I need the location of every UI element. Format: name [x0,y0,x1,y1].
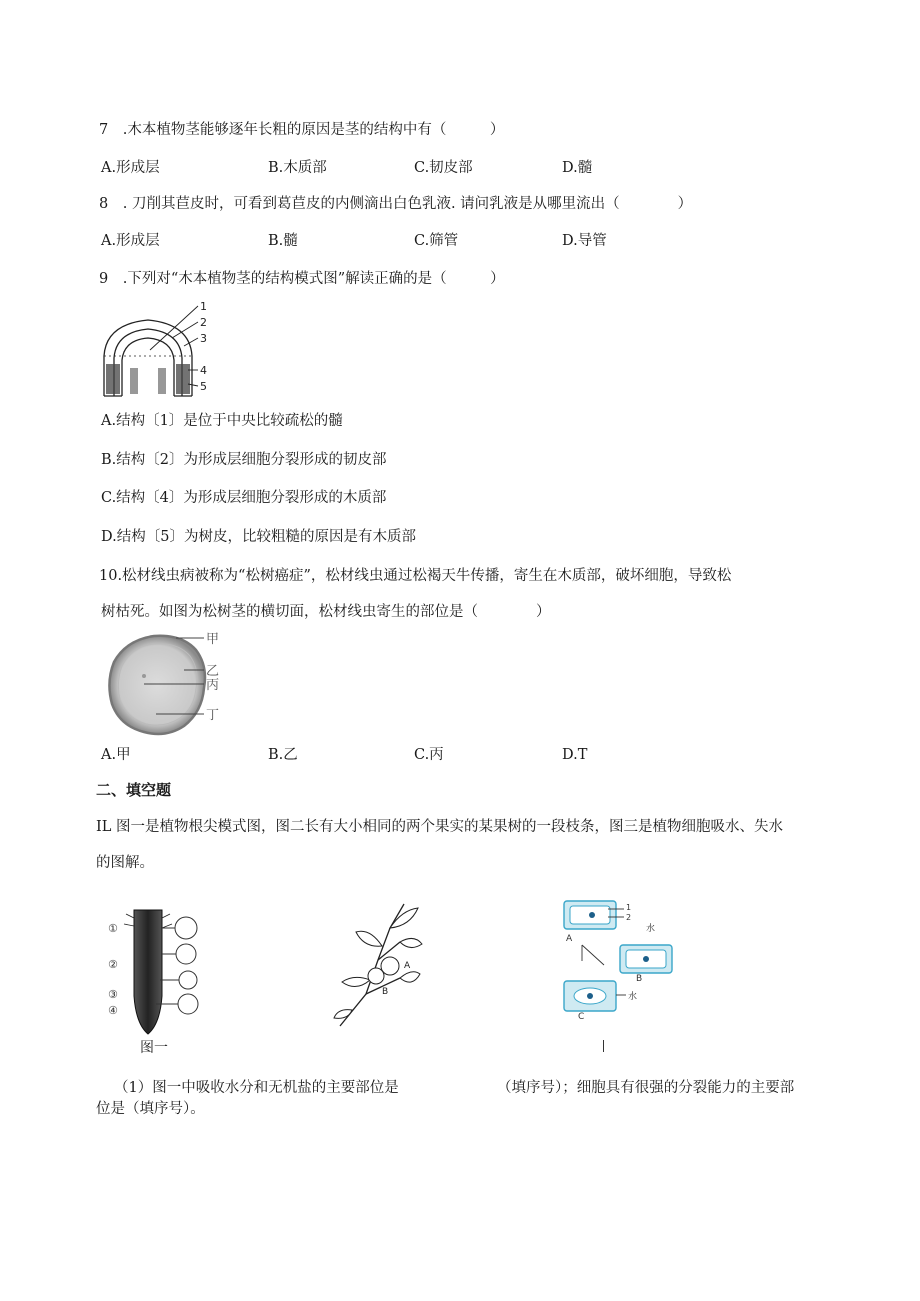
cell-label-water-bottom: 水 [628,992,638,1002]
q11-sub1-line2: 位是（填序号）。 [96,1101,205,1117]
cell-label-water-top: 水 [646,924,656,934]
q8-option-d: D.导管 [562,233,607,249]
branch-label-b: B [382,987,389,997]
q7-option-c: C.韧皮部 [414,160,473,176]
q9-option-b: B.结构〔2〕为形成层细胞分裂形成的韧皮部 [101,452,387,468]
cell-label-a: A [566,934,573,944]
q9-option-a: A.结构〔1〕是位于中央比较疏松的髓 [101,413,343,429]
pine-label-yi: 乙 [206,664,220,679]
root-tip-figure [104,906,216,1056]
root-label-2: ② [108,958,118,971]
q8-option-b: B.髓 [268,233,298,249]
q11-stem-line1: IL 图一是植物根尖模式图，图二长有大小相同的两个果实的某果树的一段枝条，图三是植物细胞吸水、失水 [96,819,783,835]
pine-label-ding: 丁 [206,708,220,723]
q10-stem-line1: 10.松材线虫病被称为“松树癌症”，松材线虫通过松褐天牛传播，寄生在木质部，破坏细胞，导致松 [99,568,732,584]
pine-label-jia: 甲 [206,632,220,647]
q9-stem: 9 .下列对“木本植物茎的结构模式图”解读正确的是（ ） [99,271,505,287]
cell-label-1: 1 [626,903,632,912]
cell-label-b: B [636,974,643,984]
q10-option-c: C.丙 [414,747,444,763]
stem-structure-figure [100,298,212,402]
q8-option-c: C.筛管 [414,233,459,249]
q11-stem-line2: 的图解。 [96,855,154,871]
branch-label-a: A [404,961,411,971]
fig1-caption: 图一 [140,1040,168,1056]
q10-option-b: B.乙 [268,747,298,763]
root-label-4: ④ [108,1004,118,1017]
q8-option-a: A.形成层 [101,233,160,249]
cell-label-2: 2 [626,913,632,922]
cell-label-c: C [578,1012,585,1021]
cell-water-figure [558,895,676,1021]
section-title: 二、填空题 [96,781,172,799]
q7-option-b: B.木质部 [268,160,327,176]
q7-option-d: D.髓 [562,160,593,176]
q10-option-d: D.T [562,747,588,763]
root-label-1: ① [108,922,118,935]
root-label-3: ③ [108,988,118,1001]
q7-stem: 7 .木本植物茎能够逐年长粗的原因是茎的结构中有（ ） [99,122,505,138]
q9-option-c: C.结构〔4〕为形成层细胞分裂形成的木质部 [101,490,387,506]
q10-option-a: A.甲 [101,747,131,763]
stem-label-5: 5 [200,380,207,393]
fruit-branch-figure [330,898,424,1030]
stem-label-2: 2 [200,316,207,329]
pine-label-bing: 丙 [206,678,220,693]
stem-label-1: 1 [200,300,207,313]
text-cursor-mark [603,1040,604,1052]
q8-stem: 8 . 刀削其苣皮时，可看到葛苣皮的内侧滴出白色乳液. 请问乳液是从哪里流出（ ） [99,196,693,212]
q11-sub1-part1: （1）图一中吸收水分和无机盐的主要部位是 [114,1080,399,1096]
q7-option-a: A.形成层 [101,160,160,176]
q9-option-d: D.结构〔5〕为树皮，比较粗糙的原因是有木质部 [101,529,416,545]
q10-stem-line2: 树枯死。如图为松树茎的横切面，松材线虫寄生的部位是（ ） [101,604,551,620]
stem-label-3: 3 [200,332,207,345]
q11-sub1-part2: （填序号）；细胞具有很强的分裂能力的主要部 [497,1080,795,1096]
stem-label-4: 4 [200,364,207,377]
pine-cross-section-figure [104,630,228,738]
